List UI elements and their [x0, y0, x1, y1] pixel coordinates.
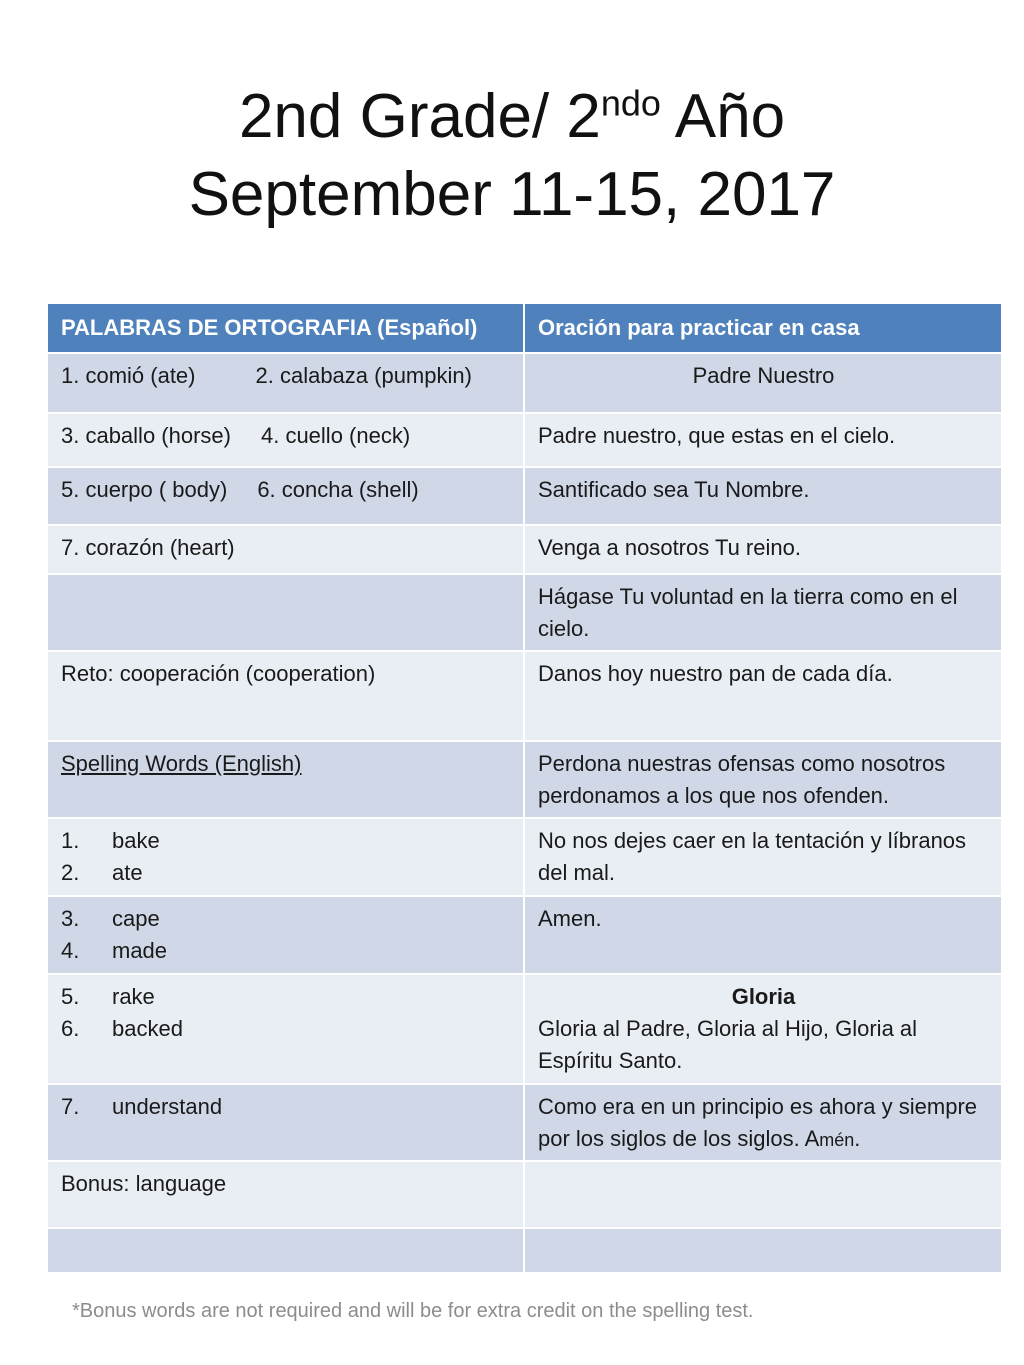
prayer-cell: No nos dejes caer en la tentación y líbranos del mal.	[524, 818, 1002, 896]
prayer-cell: Como era en un principio es ahora y siempre por los siglos de los siglos. Amén.	[524, 1084, 1002, 1161]
spelling-cell	[47, 818, 524, 896]
table-row	[47, 353, 1002, 413]
gloria-title: Gloria	[731, 984, 796, 1009]
gloria-text: Gloria al Padre, Gloria al Hijo, Gloria al Espíritu Santo.	[538, 1016, 918, 1073]
table-row	[47, 818, 1002, 896]
spelling-cell: Bonus: language	[47, 1161, 524, 1228]
table-row	[47, 974, 1002, 1084]
prayer-cell: Amen.	[524, 896, 1002, 974]
table-row	[47, 651, 1002, 741]
table-row	[47, 467, 1002, 525]
spelling-cell: 5. cuerpo ( body) 6. concha (shell)	[47, 467, 524, 525]
prayer-cell: Venga a nosotros Tu reino.	[524, 525, 1002, 574]
table-row	[47, 413, 1002, 467]
list-item: 6. backed	[61, 1016, 183, 1041]
spelling-cell: Reto: cooperación (cooperation)	[47, 651, 524, 741]
table-row	[47, 1084, 1002, 1161]
spelling-cell	[47, 896, 524, 974]
prayer-cell: Danos hoy nuestro pan de cada día.	[524, 651, 1002, 741]
table-row	[47, 1228, 1002, 1273]
table-row	[47, 741, 1002, 818]
table-header-row	[47, 303, 1002, 353]
prayer-cell: Santificado sea Tu Nombre.	[524, 467, 1002, 525]
spelling-cell: 1. comió (ate) 2. calabaza (pumpkin)	[47, 353, 524, 413]
list-item: 3. cape	[61, 906, 160, 931]
prayer-cell: Perdona nuestras ofensas como nosotros perdonamos a los que nos ofenden.	[524, 741, 1002, 818]
prayer-cell	[524, 974, 1002, 1084]
list-item: 4. made	[61, 938, 168, 963]
spelling-cell	[47, 574, 524, 651]
table-row	[47, 896, 1002, 974]
table-row	[47, 574, 1002, 651]
spelling-cell	[47, 1228, 524, 1273]
header-prayer: Oración para practicar en casa	[524, 303, 1002, 353]
list-item: 1. bake	[61, 828, 160, 853]
table-row	[47, 1161, 1002, 1228]
title-line-1: 2nd Grade/ $2^{ndo}$ Año	[238, 82, 786, 151]
spelling-cell: 7. corazón (heart)	[47, 525, 524, 574]
list-item: 7. understand	[61, 1094, 223, 1119]
spelling-cell: 3. caballo (horse) 4. cuello (neck)	[47, 413, 524, 467]
spelling-cell	[47, 1084, 524, 1161]
prayer-cell: Padre Nuestro	[524, 353, 1002, 413]
list-item: 5. rake	[61, 984, 155, 1009]
footnote: *Bonus words are not required and will be for extra credit on the spelling test.	[72, 1300, 754, 1322]
prayer-cell: Hágase Tu voluntad en la tierra como en el cielo.	[524, 574, 1002, 651]
page-title	[0, 78, 1024, 234]
table-row	[47, 525, 1002, 574]
header-spelling-words: PALABRAS DE ORTOGRAFIA (Español)	[47, 303, 524, 353]
title-line-2: September 11-15, 2017	[188, 160, 836, 229]
prayer-cell	[524, 1228, 1002, 1273]
prayer-cell: Padre nuestro, que estas en el cielo.	[524, 413, 1002, 467]
spelling-table	[46, 302, 1003, 1274]
spelling-words-english-heading: Spelling Words (English)	[47, 741, 524, 818]
prayer-cell	[524, 1161, 1002, 1228]
spelling-cell	[47, 974, 524, 1084]
list-item: 2. ate	[61, 860, 143, 885]
